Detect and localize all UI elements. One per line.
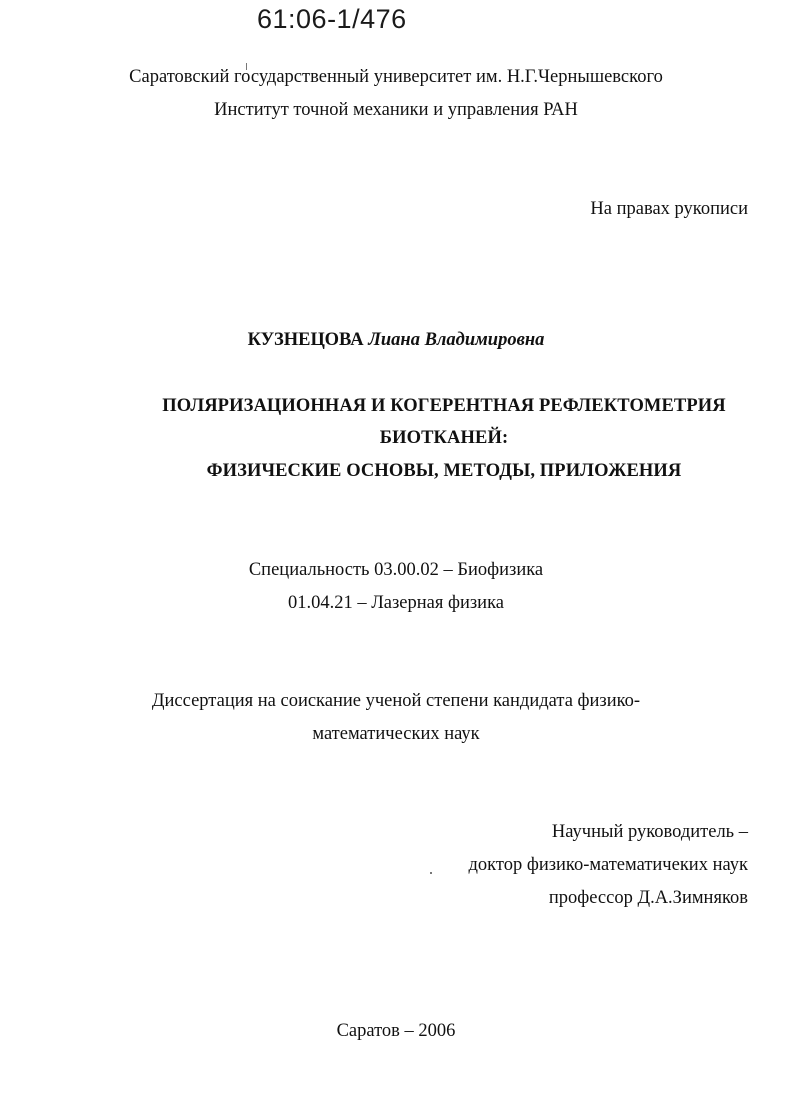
- archive-code: 61:06-1/476: [257, 4, 407, 34]
- thesis-title-line-1: ПОЛЯРИЗАЦИОННАЯ И КОГЕРЕНТНАЯ РЕФЛЕКТОМЕТРИЯ: [162, 396, 726, 416]
- degree-line-2: математических наук: [312, 724, 480, 744]
- author-given-names: Лиана Владимировна: [368, 330, 545, 350]
- supervisor-line-3: профессор Д.А.Зимняков: [548, 888, 748, 908]
- author-surname: КУЗНЕЦОВА: [247, 330, 364, 350]
- degree-line-1: Диссертация на соискание ученой степени кандидата физико-: [151, 691, 641, 711]
- thesis-title-line-3: ФИЗИЧЕСКИЕ ОСНОВЫ, МЕТОДЫ, ПРИЛОЖЕНИЯ: [206, 461, 682, 481]
- place-year: Саратов – 2006: [336, 1021, 456, 1041]
- supervisor-line-2: доктор физико-математичеких наук: [468, 855, 748, 875]
- thesis-title-line-2: БИОТКАНЕЙ:: [379, 428, 509, 448]
- institution-university: Саратовский государственный университет им. Н.Г.Чернышевского: [129, 67, 663, 87]
- scan-speck: [430, 872, 432, 874]
- institution-institute: Институт точной механики и управления РАН: [214, 100, 578, 120]
- specialty-line-1: Специальность 03.00.02 – Биофизика: [248, 560, 544, 580]
- manuscript-note: На правах рукописи: [590, 199, 748, 219]
- author-name: [0, 330, 792, 351]
- specialty-line-2: 01.04.21 – Лазерная физика: [287, 593, 505, 613]
- supervisor-line-1: Научный руководитель –: [551, 822, 748, 842]
